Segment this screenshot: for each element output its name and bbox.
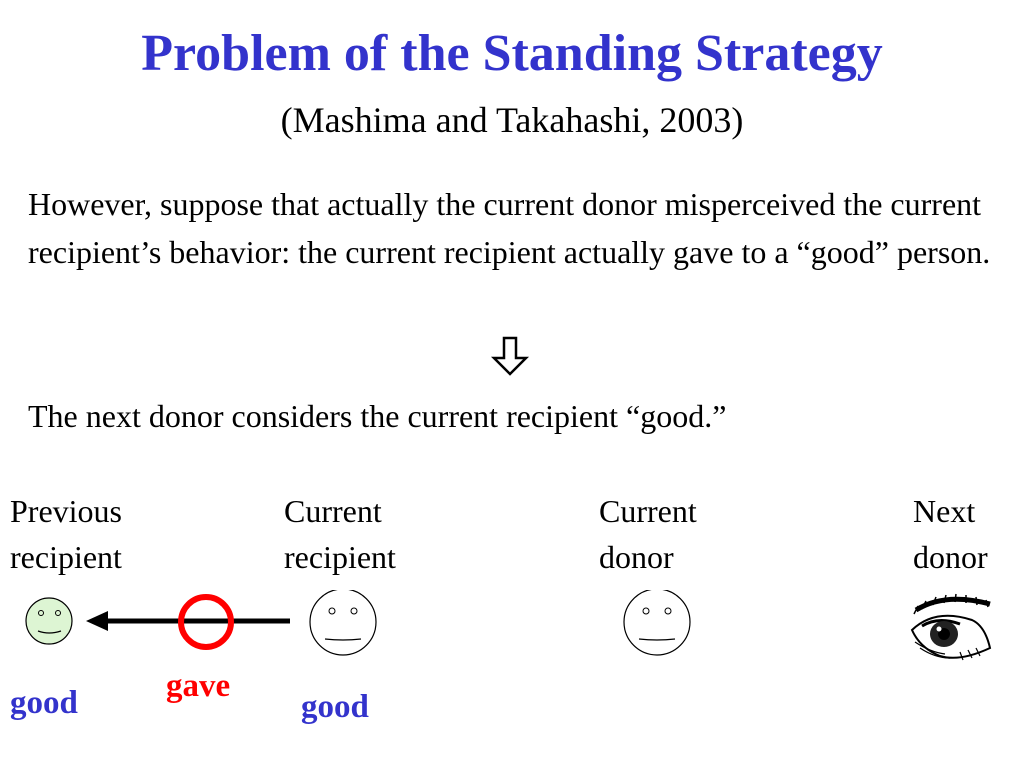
current-recipient-face-icon [310, 590, 376, 655]
current-donor-face-icon [624, 590, 690, 655]
label-previous-recipient: Previous recipient [10, 493, 122, 575]
eye-icon [912, 594, 990, 660]
label-current-recipient: Current recipient [284, 493, 396, 575]
label-current-donor: Current donor [599, 493, 697, 575]
slide-title: Problem of the Standing Strategy [141, 25, 883, 82]
left-arrow-icon [86, 611, 290, 631]
current-recipient-status: good [301, 689, 369, 725]
slide-subtitle: (Mashima and Takahashi, 2003) [280, 100, 744, 140]
label-next-donor: Next donor [913, 493, 988, 575]
body-paragraph-misperception: However, suppose that actually the current donor misperceived the current recipient’s behavior: the current recipient actually gave to a “good” person. [28, 186, 991, 270]
body-paragraph-conclusion: The next donor considers the current recipient “good.” [28, 398, 727, 434]
down-arrow-outline-icon [480, 334, 540, 378]
previous-recipient-face-icon [26, 598, 72, 644]
interaction-diagram [0, 590, 1024, 670]
previous-recipient-status: good [10, 685, 78, 721]
action-label: gave [166, 668, 231, 704]
